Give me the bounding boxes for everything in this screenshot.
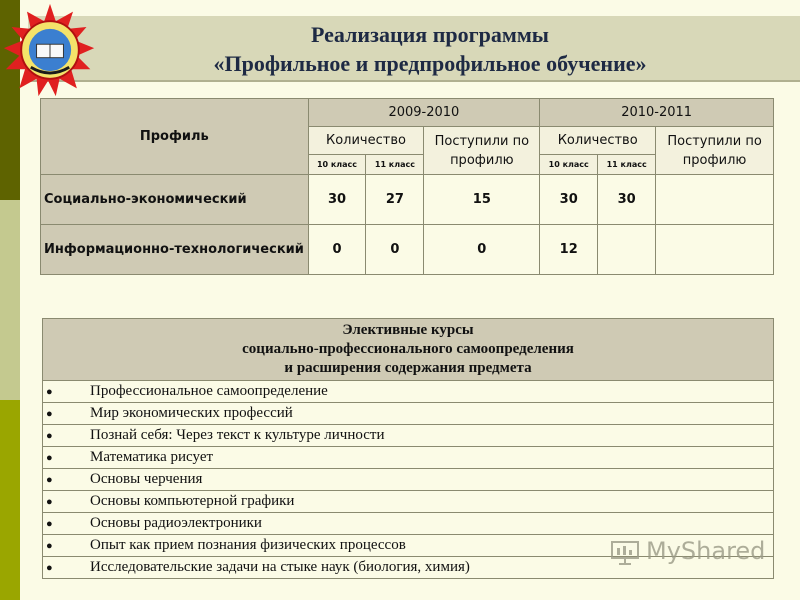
list-item	[43, 513, 774, 535]
cell-value: 30	[308, 175, 366, 225]
cell-value: 0	[424, 225, 540, 275]
bullet-icon: ●	[46, 452, 53, 464]
elective-course-name: Основы компьютерной графики	[90, 493, 295, 509]
elective-course-name: Основы радиоэлектроники	[90, 515, 262, 531]
cell-value	[598, 225, 656, 275]
bullet-icon: ●	[46, 430, 53, 442]
list-item	[43, 491, 774, 513]
grade10-header-y1: 10 класс	[308, 155, 366, 175]
title-line-2: «Профильное и предпрофильное обучение»	[213, 51, 647, 76]
row-profile-name: Информационно-технологический	[41, 225, 309, 275]
watermark-text: MyShared	[646, 537, 766, 565]
cell-value: 12	[540, 225, 598, 275]
bullet-icon: ●	[46, 540, 53, 552]
elective-course-name: Опыт как прием познания физических процессов	[90, 537, 406, 553]
cell-value	[656, 175, 774, 225]
list-item	[43, 469, 774, 491]
grade10-header-y2: 10 класс	[540, 155, 598, 175]
year-header-2010: 2010-2011	[540, 99, 774, 127]
title-line-1: Реализация программы	[310, 22, 549, 47]
grade11-header-y2: 11 класс	[598, 155, 656, 175]
list-item	[43, 381, 774, 403]
elective-course-name: Исследовательские задачи на стыке наук (биология, химия)	[90, 559, 470, 575]
cell-value: 0	[366, 225, 424, 275]
elective-course-name: Мир экономических профессий	[90, 405, 293, 421]
row-profile-name: Социально-экономический	[41, 175, 309, 225]
school-emblem-logo	[2, 2, 98, 98]
admitted-header-y2: Поступили по профилю	[656, 127, 774, 175]
elective-course-name: Основы черчения	[90, 471, 203, 487]
grade11-header-y1: 11 класс	[366, 155, 424, 175]
electives-heading-line-3: и расширения содержания предмета	[284, 360, 532, 376]
bullet-icon: ●	[46, 518, 53, 530]
bullet-icon: ●	[46, 496, 53, 508]
count-header-y2: Количество	[540, 127, 656, 155]
electives-heading-line-2: социально-профессионального самоопределения	[242, 341, 574, 357]
list-item	[43, 447, 774, 469]
bullet-icon: ●	[46, 386, 53, 398]
table-row	[41, 175, 774, 225]
cell-value: 15	[424, 175, 540, 225]
elective-course-name: Познай себя: Через текст к культуре личности	[90, 427, 385, 443]
profile-table	[40, 98, 774, 275]
bullet-icon: ●	[46, 474, 53, 486]
cell-value: 27	[366, 175, 424, 225]
watermark	[610, 537, 765, 565]
cell-value: 0	[308, 225, 366, 275]
list-item	[43, 425, 774, 447]
year-header-2009: 2009-2010	[308, 99, 540, 127]
electives-heading-line-1: Элективные курсы	[342, 322, 474, 338]
bullet-icon: ●	[46, 562, 53, 574]
count-header-y1: Количество	[308, 127, 424, 155]
table-row	[41, 225, 774, 275]
cell-value: 30	[598, 175, 656, 225]
page-title	[100, 20, 760, 78]
elective-course-name: Профессиональное самоопределение	[90, 383, 328, 399]
cell-value	[656, 225, 774, 275]
bullet-icon: ●	[46, 408, 53, 420]
elective-course-name: Математика рисует	[90, 449, 214, 465]
admitted-header-y1: Поступили по профилю	[424, 127, 540, 175]
cell-value: 30	[540, 175, 598, 225]
presentation-icon	[610, 540, 640, 566]
profile-header: Профиль	[41, 99, 309, 175]
electives-heading	[43, 319, 774, 381]
list-item	[43, 403, 774, 425]
